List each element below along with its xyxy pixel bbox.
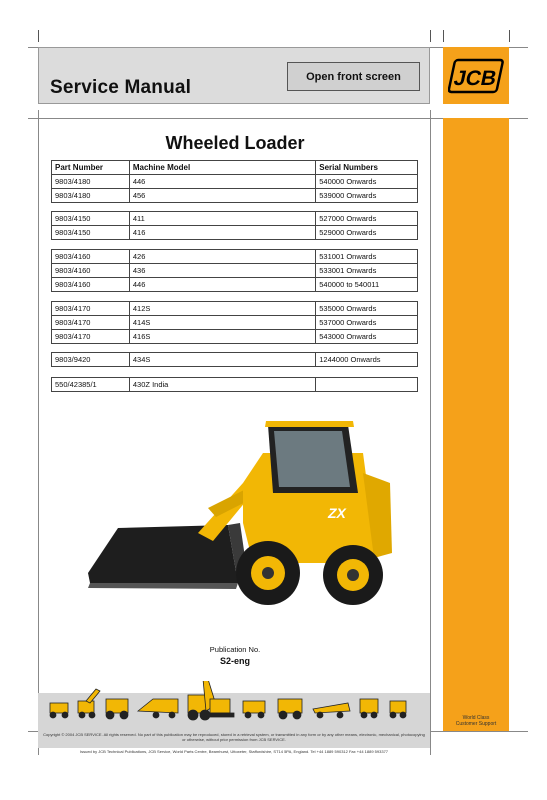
serial-numbers-cell: 1244000 Onwards [316,353,418,367]
table-row [52,302,418,316]
model-table-group-5 [51,352,418,367]
machine-model-cell: 430Z India [129,378,315,392]
part-number-cell: 9803/4160 [52,250,130,264]
table-row [52,330,418,344]
machine-model-cell: 446 [129,278,315,292]
serial-numbers-cell [316,378,418,392]
part-number-cell: 9803/4160 [52,278,130,292]
publication-number: S2-eng [219,656,250,666]
jcb-logo [443,47,509,104]
machine-model-cell: 446 [129,175,315,189]
serial-numbers-cell: 539000 Onwards [316,189,418,203]
part-number-cell: 9803/4180 [52,175,130,189]
machine-model-cell: 426 [129,250,315,264]
svg-text:JCB: JCB [451,66,499,90]
serial-numbers-cell: 527000 Onwards [316,212,418,226]
part-number-cell: 9803/4150 [52,212,130,226]
svg-text:ZX: ZX [328,505,346,521]
serial-numbers-cell: 540000 Onwards [316,175,418,189]
world-class-support-text [443,715,509,727]
machine-model-cell: 436 [129,264,315,278]
machine-range-icons [38,681,430,721]
serial-numbers-cell: 543000 Onwards [316,330,418,344]
machine-model-cell: 414S [129,316,315,330]
model-table-group-4 [51,301,418,344]
serial-numbers-cell: 535000 Onwards [316,302,418,316]
machine-model-cell: 411 [129,212,315,226]
table-row [52,226,418,240]
table-row [52,250,418,264]
table-row [52,175,418,189]
table-row [52,189,418,203]
serial-numbers-cell: 537000 Onwards [316,316,418,330]
serial-numbers-cell: 540000 to 540011 [316,278,418,292]
table-header-row [52,161,418,175]
world-class-line: World Class [462,715,490,721]
wheeled-loader-image [78,413,398,613]
column-header: Part Number [52,161,130,175]
column-header: Serial Numbers [316,161,418,175]
crop-mark [509,30,510,42]
part-number-cell: 9803/4180 [52,189,130,203]
table-row [52,316,418,330]
jcb-logo-icon [448,56,504,96]
model-table-group-1 [51,160,418,203]
part-number-cell: 9803/4170 [52,316,130,330]
page-title: Wheeled Loader [165,133,305,153]
crop-mark [430,30,431,42]
machine-model-cell: 434S [129,353,315,367]
part-number-cell: 550/42385/1 [52,378,130,392]
machine-model-cell: 416 [129,226,315,240]
copyright-text: Copyright © 2004 JCB SERVICE. All rights reserved. No part of this publication may be reproduced, stored in a retrieval system, or transmitted in any form or by any other means, electronic, mechanical, photocopying or otherwise, without prior permission from JCB SERVICE. [43,732,425,742]
machine-model-cell: 416S [129,330,315,344]
machine-model-cell: 456 [129,189,315,203]
crop-mark [38,30,39,42]
customer-support-line: Customer Support [455,721,497,727]
part-number-cell: 9803/4150 [52,226,130,240]
serial-numbers-cell: 531001 Onwards [316,250,418,264]
part-number-cell: 9803/4160 [52,264,130,278]
part-number-cell: 9803/4170 [52,330,130,344]
table-row [52,353,418,367]
crop-mark [443,30,444,42]
serial-numbers-cell: 529000 Onwards [316,226,418,240]
table-row [52,278,418,292]
issued-by-text: Issued by JCB Technical Publications, JCB Service, World Parts Centre, Beamhurst, Uttoxeter, Staffordshire, ST14 5PA, England. Tel +44 1889 590312 Fax +44 1889 593377 [79,749,389,754]
table-row [52,264,418,278]
model-table-group-2 [51,211,418,240]
open-front-screen-button[interactable]: Open front screen [287,62,420,91]
machine-model-cell: 412S [129,302,315,316]
part-number-cell: 9803/9420 [52,353,130,367]
serial-numbers-cell: 533001 Onwards [316,264,418,278]
model-table-group-3 [51,249,418,292]
part-number-cell: 9803/4170 [52,302,130,316]
table-row [52,378,418,392]
column-header: Machine Model [129,161,315,175]
orange-side-strip [443,118,509,731]
publication-label: Publication No. [209,645,261,654]
table-row [52,212,418,226]
model-table-group-6 [51,377,418,392]
manual-title: Service Manual [50,77,192,98]
